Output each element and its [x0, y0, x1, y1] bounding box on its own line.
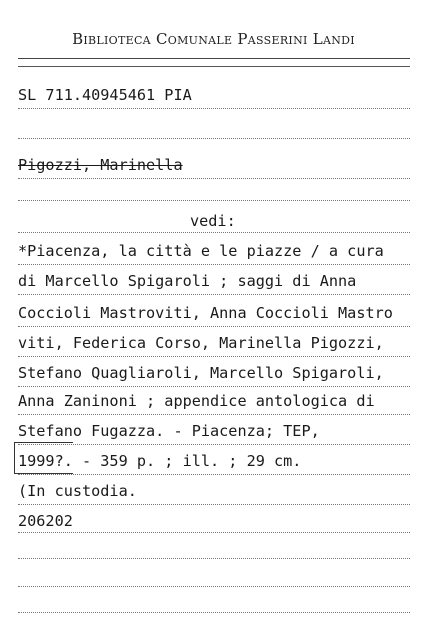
- ruled-line: [18, 356, 410, 357]
- see-reference-label: vedi:: [190, 212, 236, 230]
- library-header: Biblioteca Comunale Passerini Landi: [72, 30, 355, 48]
- ruled-line: [18, 200, 410, 201]
- ruled-line: [18, 474, 410, 475]
- ruled-line: [18, 386, 410, 387]
- entry-line: 1999?. - 359 p. ; ill. ; 29 cm.: [18, 452, 302, 470]
- ruled-line: [18, 232, 410, 233]
- entry-line: Coccioli Mastroviti, Anna Coccioli Mastro: [18, 304, 393, 322]
- ruled-line: [18, 414, 410, 415]
- ruled-line: [18, 612, 410, 613]
- author-heading: Pigozzi, Marinella: [18, 156, 183, 174]
- ruled-line: [18, 444, 410, 445]
- ruled-line: [18, 108, 410, 109]
- ruled-line: [18, 178, 410, 179]
- entry-line: 206202: [18, 512, 73, 530]
- shelfmark: SL 711.40945461 PIA: [18, 86, 192, 104]
- header-rule-top: [18, 58, 410, 59]
- entry-line: *Piacenza, la città e le piazze / a cura: [18, 242, 384, 260]
- entry-line: Anna Zaninoni ; appendice antologica di: [18, 392, 375, 410]
- ruled-line: [18, 138, 410, 139]
- header-rule-bottom: [18, 66, 410, 67]
- entry-line: Stefano Fugazza. - Piacenza; TEP,: [18, 422, 320, 440]
- entry-line: Stefano Quagliaroli, Marcello Spigaroli,: [18, 364, 384, 382]
- ruled-line: [18, 504, 410, 505]
- entry-line: viti, Federica Corso, Marinella Pigozzi,: [18, 334, 384, 352]
- ruled-line: [18, 586, 410, 587]
- ruled-line: [18, 558, 410, 559]
- ruled-line: [18, 264, 410, 265]
- ruled-line: [18, 326, 410, 327]
- entry-line: (In custodia.: [18, 482, 137, 500]
- ruled-line: [18, 532, 410, 533]
- ruled-line: [18, 294, 410, 295]
- entry-line: di Marcello Spigaroli ; saggi di Anna: [18, 272, 357, 290]
